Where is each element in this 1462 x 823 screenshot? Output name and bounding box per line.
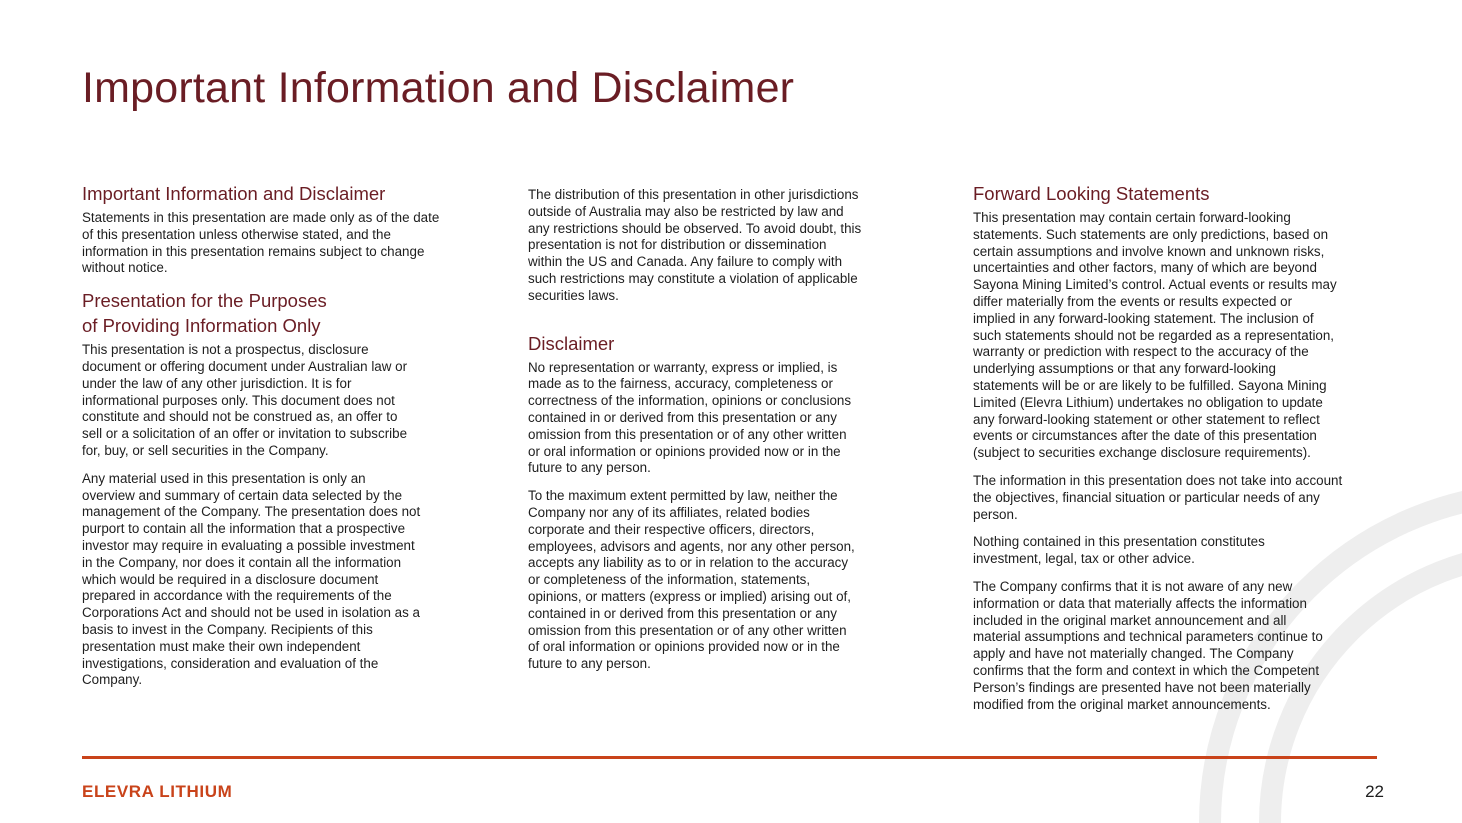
page-number: 22 — [1365, 782, 1384, 801]
section-heading-forward-looking: Forward Looking Statements — [973, 183, 1210, 204]
section-heading-purposes: Presentation for the Purposes of Providing Information Only — [82, 290, 327, 337]
paragraph-material-overview: Any material used in this presentation is only an overview and summary of certain data selected by the management of the Company. The presentation does not purport to contain all the information that a prospective investor may require in evaluating a possible investment in the Company, nor does it contain all the information which would be required in a disclosure document prepared in accordance with the requirements of the Corporations Act and should not be used in isolation as a basis to invest in the Company. Recipients of this presentation must make their own independent investigations, consideration and evaluation of the Company. — [82, 470, 421, 688]
paragraph-statements-date: Statements in this presentation are made only as of the date of this presentation unless otherwise stated, and the information in this presentation remains subject to change without notice. — [82, 210, 440, 276]
paragraph-not-prospectus: This presentation is not a prospectus, disclosure document or offering document under Australian law or under the law of any other jurisdiction. It is for informational purposes only. This document does not constitute and should not be construed as, an offer to sell or a solicitation of an offer or invitation to subscribe for, buy, or sell securities in the Company. — [82, 342, 408, 458]
column-left — [82, 181, 482, 700]
paragraph-company-confirms: The Company confirms that it is not aware of any new information or data that materially affects the information included in the original market announcement and all material assumptions and technical parameters continue to apply and have not materially changed. The Company confirms that the form and context in which the Competent Person’s findings are presented have not been materially modified from the original market announcements. — [973, 578, 1323, 712]
column-middle — [528, 187, 908, 684]
paragraph-forward-looking: This presentation may contain certain forward-looking statements. Such statements are only predictions, based on certain assumptions and involve known and unknown risks, uncertainties and other factors, many of which are beyond Sayona Mining Limited’s control. Actual events or results may differ materially from the events or results expected or implied in any forward-looking statement. The inclusion of such statements should not be regarded as a representation, warranty or prediction with respect to the accuracy of the underlying assumptions or that any forward-looking statements will be or are likely to be fulfilled. Sayona Mining Limited (Elevra Lithium) undertakes no obligation to update any forward-looking statement or other statement to reflect events or circumstances after the date of this presentation (subject to securities exchange disclosure requirements). — [973, 210, 1337, 461]
paragraph-distribution: The distribution of this presentation in other jurisdictions outside of Australia may also be restricted by law and any restrictions should be observed. To avoid doubt, this presentation is not for distribution or dissemination within the US and Canada. Any failure to comply with such restrictions may constitute a violation of applicable securities laws. — [528, 187, 862, 303]
brand-name: ELEVRA LITHIUM — [82, 782, 233, 801]
paragraph-liability: To the maximum extent permitted by law, neither the Company nor any of its affiliates, related bodies corporate and their respective officers, directors, employees, advisors and agents, nor any other person, accepts any liability as to or in relation to the accuracy or completeness of the information, statements, opinions, or matters (express or implied) arising out of, contained in or derived from this presentation or any omission from this presentation or of any other written of oral information or opinions provided now or in the future to any person. — [528, 488, 855, 672]
section-heading-important-information: Important Information and Disclaimer — [82, 183, 386, 204]
paragraph-not-advice: Nothing contained in this presentation constitutes investment, legal, tax or other advice. — [973, 534, 1265, 567]
footer-divider — [82, 756, 1377, 759]
slide-title: Important Information and Disclaimer — [82, 64, 795, 112]
paragraph-no-representation: No representation or warranty, express or implied, is made as to the fairness, accuracy, completeness or correctness of the information, opinions or conclusions contained in or derived from this presentation or any omission from this presentation or of any other written or oral information or opinions provided now or in the future to any person. — [528, 359, 852, 476]
section-heading-disclaimer: Disclaimer — [528, 332, 615, 354]
column-right — [973, 181, 1388, 724]
paragraph-objectives: The information in this presentation does not take into account the objectives, financial situation or particular needs of any person. — [973, 472, 1343, 522]
